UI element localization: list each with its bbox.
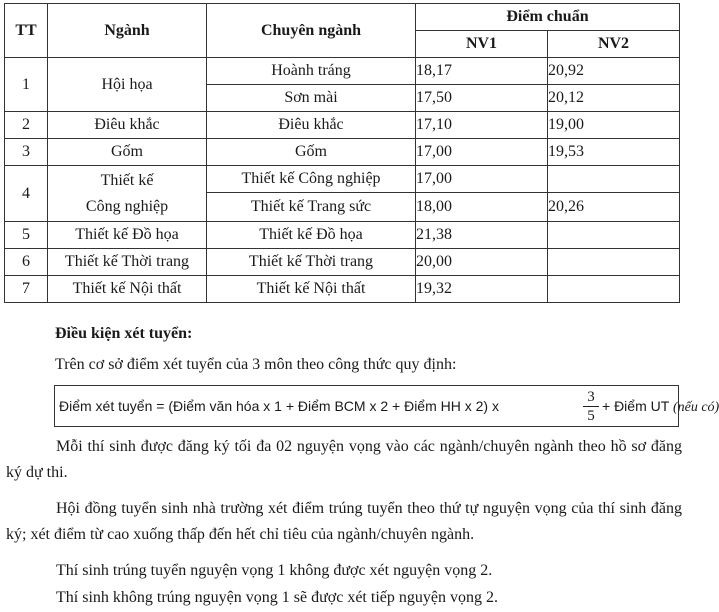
formula-tail	[602, 398, 719, 416]
cell-chuyen-nganh: Thiết kế Thời trang	[207, 249, 416, 276]
paragraph	[6, 558, 682, 584]
cell-chuyen-nganh: Gốm	[207, 139, 416, 166]
cell-tt: 1	[5, 58, 48, 112]
table-row	[5, 222, 680, 249]
table-row	[5, 58, 680, 85]
cell-chuyen-nganh: Hoành tráng	[207, 58, 416, 85]
header-chuyen-nganh: Chuyên ngành	[207, 4, 416, 58]
cell-nv2: 19,00	[548, 112, 680, 139]
fraction-numerator: 3	[587, 389, 595, 405]
cell-nv1: 19,32	[416, 276, 548, 303]
cell-nv1: 17,50	[416, 85, 548, 112]
section-intro: Trên cơ sở điểm xét tuyển của 3 môn theo công thức quy định:	[55, 356, 457, 373]
cell-tt: 4	[5, 166, 48, 222]
section-heading: Điều kiện xét tuyển:	[55, 325, 193, 342]
table-row	[5, 249, 680, 276]
header-diem-chuan: Điểm chuẩn	[416, 4, 680, 31]
table-row	[5, 139, 680, 166]
cell-chuyen-nganh: Thiết kế Đồ họa	[207, 222, 416, 249]
cell-nv2: 20,12	[548, 85, 680, 112]
cell-nganh: Hội họa	[48, 58, 207, 112]
cell-chuyen-nganh: Thiết kế Công nghiệp	[207, 166, 416, 193]
admission-score-table	[4, 3, 680, 303]
cell-nganh-line1: Thiết kế	[100, 171, 154, 189]
cell-tt: 2	[5, 112, 48, 139]
cell-chuyen-nganh: Điêu khắc	[207, 112, 416, 139]
cell-nganh: Thiết kế Nội thất	[48, 276, 207, 303]
cell-nv2: 20,92	[548, 58, 680, 85]
cell-nganh: Gốm	[48, 139, 207, 166]
cell-nganh-line2: Công nghiệp	[85, 197, 169, 215]
cell-nganh: Điêu khắc	[48, 112, 207, 139]
fraction-denominator: 5	[587, 408, 595, 424]
cell-chuyen-nganh: Thiết kế Nội thất	[207, 276, 416, 303]
cell-nv1: 20,00	[416, 249, 548, 276]
paragraph-text: Hội đồng tuyển sinh nhà trường xét điểm trúng tuyển theo thứ tự nguyện vọng của thí sinh đăng ký; xét điểm từ cao xuống thấp đến hết chỉ tiêu của ngành/chuyên ngành.	[6, 500, 682, 543]
table-row	[5, 112, 680, 139]
paragraph	[6, 434, 682, 486]
cell-nv1: 18,17	[416, 58, 548, 85]
cell-nv1: 21,38	[416, 222, 548, 249]
cell-tt: 6	[5, 249, 48, 276]
paragraph	[6, 585, 682, 611]
cell-nganh: Thiết kế Đồ họa	[48, 222, 207, 249]
header-nv1: NV1	[416, 31, 548, 58]
formula-fraction	[583, 389, 599, 424]
cell-nv1: 18,00	[416, 193, 548, 222]
cell-chuyen-nganh: Thiết kế Trang sức	[207, 193, 416, 222]
formula-box	[54, 385, 719, 427]
cell-nganh: Thiết kế Thời trang	[48, 249, 207, 276]
paragraph-text: Mỗi thí sinh được đăng ký tối đa 02 nguyện vọng vào các ngành/chuyên ngành theo hồ sơ đăng ký dự thi.	[6, 438, 682, 481]
paragraph	[6, 496, 682, 548]
formula-tail-text: + Điểm UT	[602, 398, 670, 414]
paragraph-text: Thí sinh trúng tuyển nguyện vọng 1 không được xét nguyện vọng 2.	[56, 562, 493, 579]
paragraph-text: Thí sinh không trúng nguyện vọng 1 sẽ được xét tiếp nguyện vọng 2.	[56, 589, 498, 606]
cell-nv2	[548, 276, 680, 303]
cell-tt: 7	[5, 276, 48, 303]
cell-tt: 5	[5, 222, 48, 249]
cell-nv2: 20,26	[548, 193, 680, 222]
fraction-bar	[583, 406, 599, 407]
formula-text: Điểm xét tuyển = (Điểm văn hóa x 1 + Điểm BCM x 2 + Điểm HH x 2) x	[59, 398, 499, 414]
table-row	[5, 276, 680, 303]
cell-chuyen-nganh: Sơn mài	[207, 85, 416, 112]
cell-nganh	[48, 166, 207, 222]
formula-note: (nếu có)	[672, 400, 719, 415]
cell-nv2	[548, 222, 680, 249]
cell-nv1: 17,10	[416, 112, 548, 139]
cell-nv2	[548, 249, 680, 276]
cell-nv1: 17,00	[416, 166, 548, 193]
cell-nv2	[548, 166, 680, 193]
header-tt: TT	[5, 4, 48, 58]
header-nv2: NV2	[548, 31, 680, 58]
cell-tt: 3	[5, 139, 48, 166]
cell-nv2: 19,53	[548, 139, 680, 166]
header-nganh: Ngành	[48, 4, 207, 58]
cell-nv1: 17,00	[416, 139, 548, 166]
table-row	[5, 166, 680, 193]
